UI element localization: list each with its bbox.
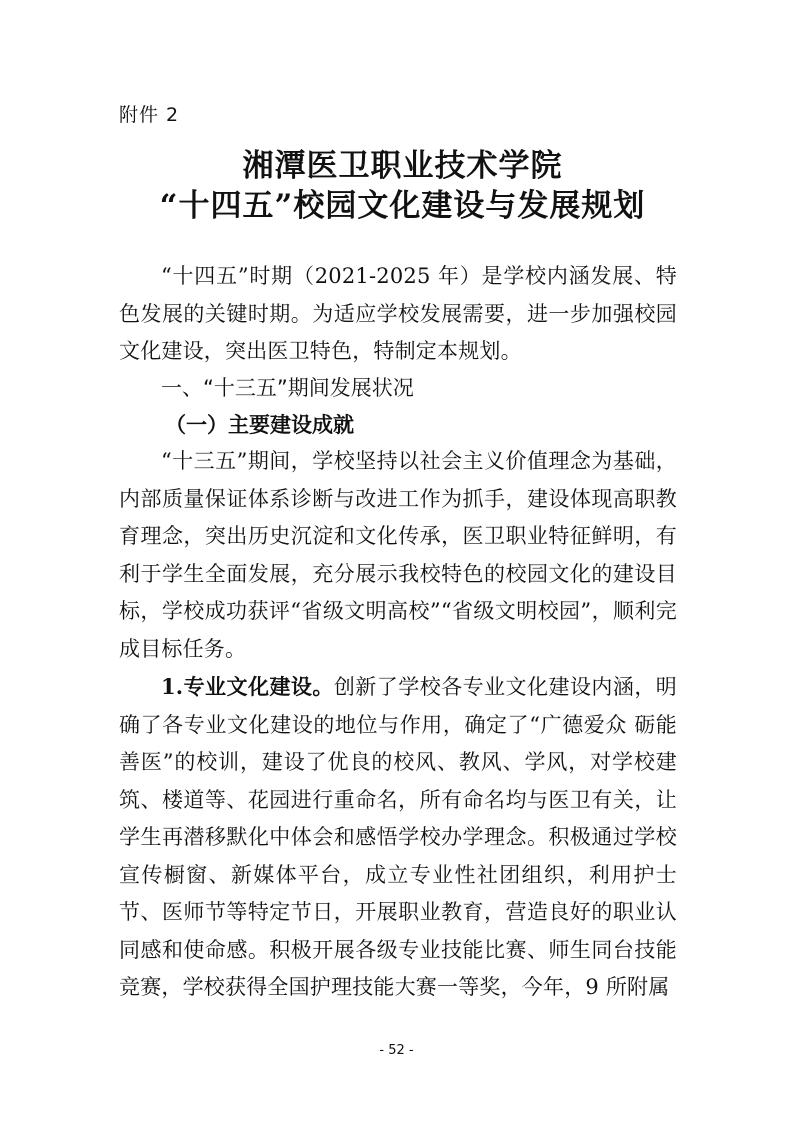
page-number: - 52 - <box>379 1043 414 1058</box>
document-title-line-1: 湘潭医卫职业技术学院 <box>242 148 563 184</box>
document-title-line-2: “十四五”校园文化建设与发展规划 <box>159 188 646 224</box>
achievements-paragraph: “十三五”期间，学校坚持以社会主义价值理念为基础，内部质量保证体系诊断与改进工作为抓手，建设体现高职教育理念，突出历史沉淀和文化传承，医卫职业特征鲜明，有利于学生全面发展，充分展示我校特色的校园文化的建设目标，学校成功获评“省级文明高校”“省级文明校园”，顺利完成目标任务。 <box>119 449 677 661</box>
attachment-label: 附件 2 <box>119 104 180 126</box>
subsection-heading: （一）主要建设成就 <box>165 412 354 437</box>
section-heading: 一、“十三五”期间发展状况 <box>161 376 414 400</box>
intro-paragraph: “十四五”时期（2021-2025 年）是学校内涵发展、特色发展的关键时期。为适应学校发展需要，进一步加强校园文化建设，突出医卫特色，特制定本规划。 <box>119 264 677 363</box>
item-paragraph <box>119 668 677 1007</box>
item-body: 创新了学校各专业文化建设内涵，明确了各专业文化建设的地位与作用，确定了“广德爱众 砺能善医”的校训，建设了优良的校风、教风、学风，对学校建筑、楼道等、花园进行重命名，所有命名均与医卫有关，让学生再潜移默化中体会和感悟学校办学理念。积极通过学校宣传橱窗、新媒体平台，成立专业性社团组织，利用护士节、医师节等特定节日，开展职业教育，营造良好的职业认同感和使命感。积极开展各级专业技能比赛、师生同台技能竞赛，学校获得全国护理技能大赛一等奖，今年，9 所附属 <box>119 675 677 999</box>
item-lead: 1.专业文化建设。 <box>161 674 334 699</box>
